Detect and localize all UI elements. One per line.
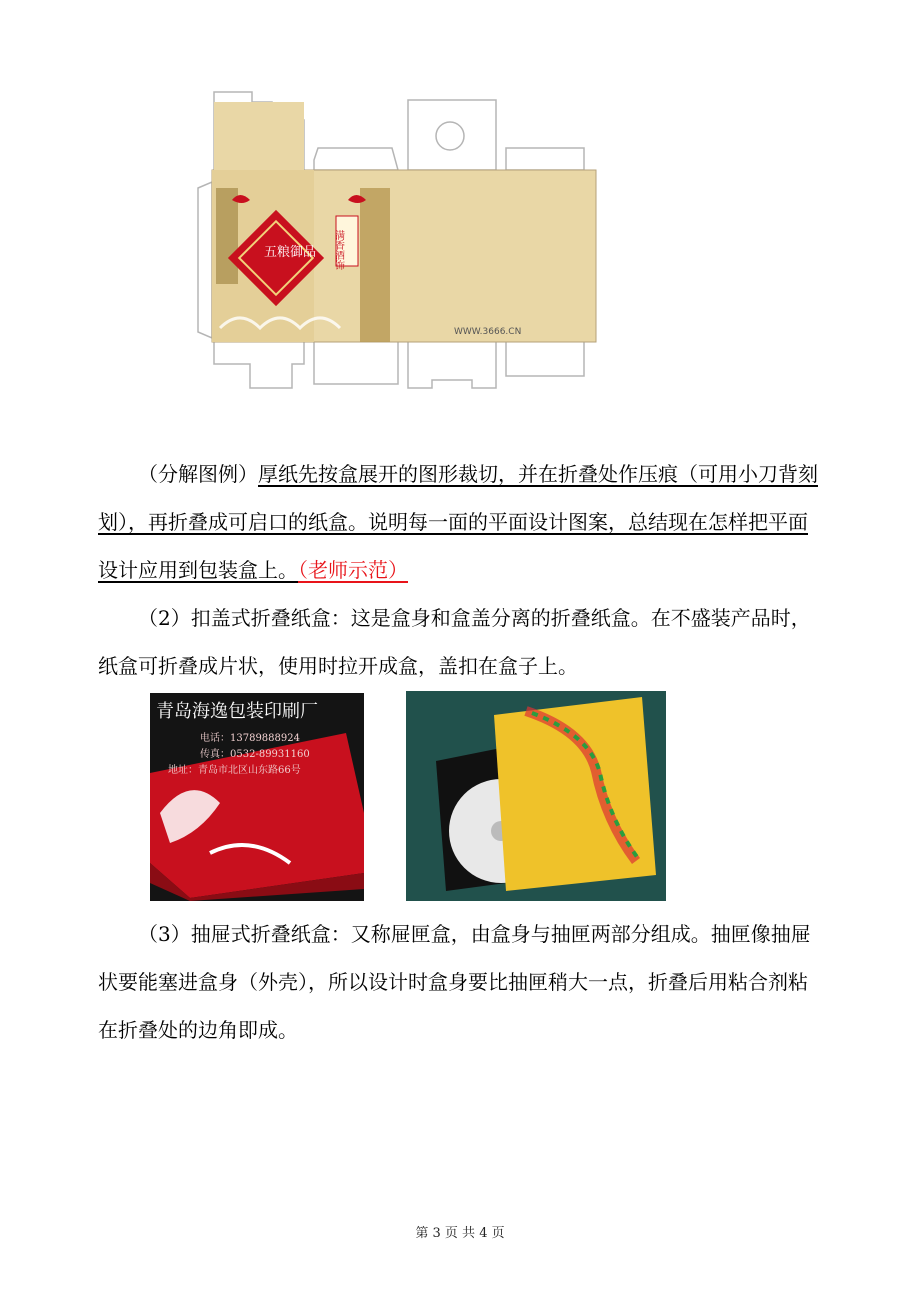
website-text: WWW.3666.CN: [454, 327, 522, 337]
para1-underlined: 厚纸先按盒展开的图形裁切，并在折叠处作压痕（可用小刀背刻划），再折叠成可启口的纸盒。说明每一面的平面设计图案，总结现在怎样把平面设计应用到包装盒上。: [98, 462, 818, 582]
paragraph-drawer-box: （3）抽屉式折叠纸盒：又称屉匣盒，由盒身与抽匣两部分组成。抽匣像抽屉状要能塞进盒身（外壳），所以设计时盒身要比抽匣稍大一点，折叠后用粘合剂粘在折叠处的边角即成。: [98, 922, 811, 1042]
paragraph-tuck-lid-box: （2）扣盖式折叠纸盒：这是盒身和盒盖分离的折叠纸盒。在不盛装产品时，纸盒可折叠成片状，使用时拉开成盒，盖扣在盒子上。: [98, 606, 811, 678]
paragraph-decomposition: [98, 450, 826, 594]
photo-watermark-fax: 传真：0532-89931160: [200, 749, 310, 760]
panel-text-b: 满香酒饰: [332, 230, 344, 270]
red-box-photo: [150, 693, 364, 901]
photo-watermark-title: 青岛海逸包装印刷厂: [156, 701, 318, 722]
yellow-box-photo: [406, 691, 666, 901]
box-dieline-figure: [192, 88, 604, 392]
photo-watermark-address: 地址：青岛市北区山东路66号: [168, 765, 301, 776]
panel-text-a: 五粮御品: [264, 245, 317, 260]
teacher-demo-note: （老师示范）: [298, 558, 408, 582]
page-footer: 第 3 页 共 4 页: [415, 1226, 505, 1241]
para1-prefix: （分解图例）: [138, 462, 258, 486]
photo-watermark-phone: 电话：13789888924: [200, 733, 300, 744]
